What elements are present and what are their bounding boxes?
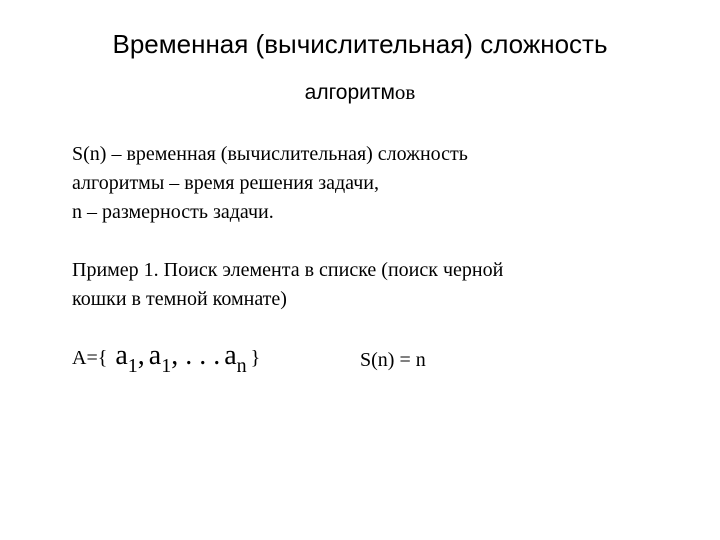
title-word-tail: ов	[394, 80, 416, 104]
slide-title-line-1: Временная (вычислительная) сложность	[112, 29, 608, 59]
definition-line: алгоритмы – время решения задачи,	[72, 172, 380, 194]
formula-comma: ,	[137, 340, 145, 371]
formula-element: a	[115, 340, 128, 371]
formula-subscript: 1	[127, 355, 138, 377]
set-formula	[72, 340, 260, 380]
slide-title-line-2	[0, 78, 720, 107]
definition-line: S(n) – временная (вычислительная) сложность	[72, 143, 468, 165]
example-line: Пример 1. Поиск элемента в списке (поиск черной	[72, 259, 504, 281]
formula-close: }	[250, 347, 261, 369]
definition-line: n – размерность задачи.	[72, 201, 274, 223]
title-word-head: алгоритм	[304, 81, 395, 104]
formula-element: a	[224, 340, 237, 371]
complexity-formula: S(n) = n	[360, 349, 426, 371]
formula-ellipsis: , . . .	[171, 340, 221, 371]
formula-subscript: 1	[161, 355, 172, 377]
example-block	[72, 256, 503, 314]
example-line: кошки в темной комнате)	[72, 288, 287, 310]
formula-subscript: n	[236, 355, 247, 377]
definitions-block	[72, 140, 468, 227]
formula-element: a	[148, 340, 162, 371]
formula-prefix: A={	[72, 347, 108, 369]
